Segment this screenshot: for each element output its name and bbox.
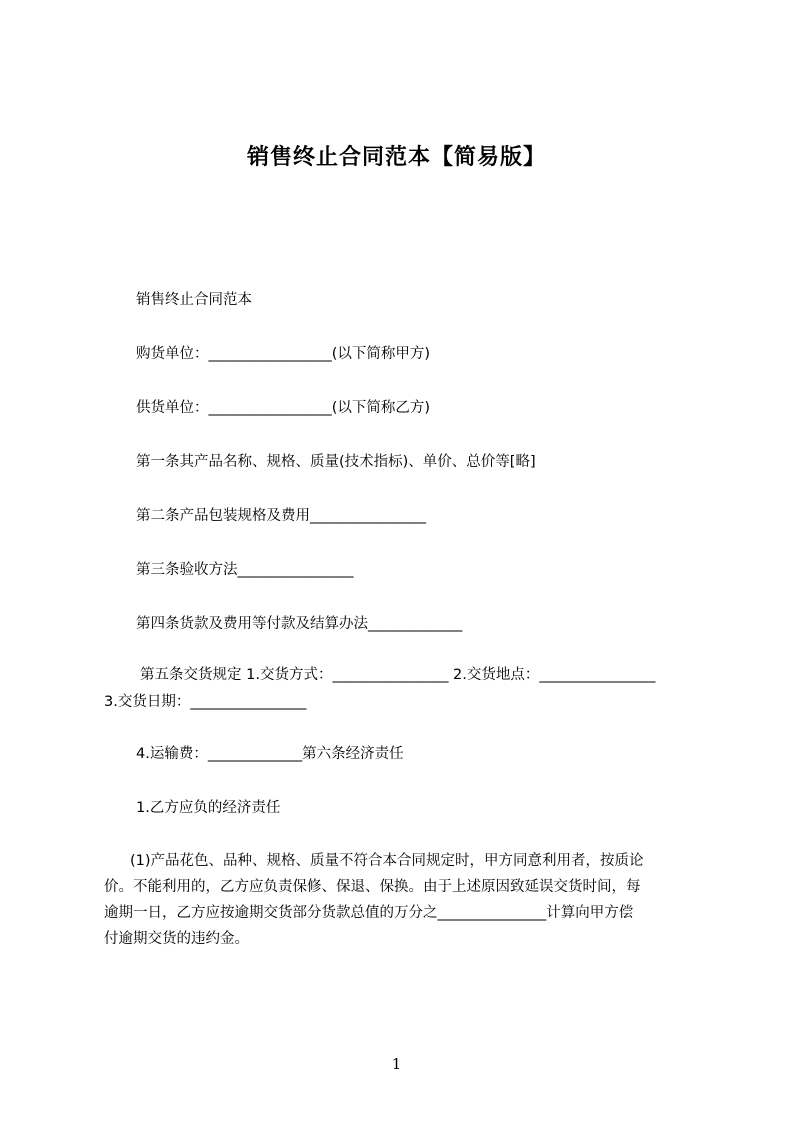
article-5-line-1: 第五条交货规定 1.交货方式：________________ 2.交货地点：________________ — [140, 667, 656, 683]
liability-heading: 1.乙方应负的经济责任 — [136, 800, 281, 816]
paragraph-line: (1)产品花色、品种、规格、质量不符合本合同规定时，甲方同意利用者，按质论 — [130, 853, 644, 869]
page-number: 1 — [391, 1055, 402, 1073]
article-2: 第二条产品包装规格及费用________________ — [136, 508, 426, 524]
document-title: 销售终止合同范本【简易版】 — [246, 145, 546, 170]
paragraph-line: 价。不能利用的，乙方应负责保修、保退、保换。由于上述原因致延误交货时间，每 — [104, 879, 641, 895]
article-1: 第一条其产品名称、规格、质量(技术指标)、单价、总价等[略] — [136, 454, 536, 470]
article-5-line-2: 3.交货日期：________________ — [104, 694, 307, 710]
paragraph-line: 逾期一日，乙方应按逾期交货部分货款总值的万分之_______________计算向甲方偿 — [104, 905, 634, 921]
buyer-line: 购货单位：_________________(以下简称甲方) — [136, 346, 431, 362]
article-3: 第三条验收方法________________ — [136, 562, 354, 578]
article-4: 第四条货款及费用等付款及结算办法_____________ — [136, 616, 463, 632]
seller-line: 供货单位：_________________(以下简称乙方) — [136, 400, 431, 416]
paragraph-line: 付逾期交货的违约金。 — [104, 931, 249, 947]
article-5-line-3: 4.运输费：_____________第六条经济责任 — [136, 746, 404, 762]
liability-paragraph — [104, 848, 716, 952]
contract-heading: 销售终止合同范本 — [136, 292, 252, 308]
